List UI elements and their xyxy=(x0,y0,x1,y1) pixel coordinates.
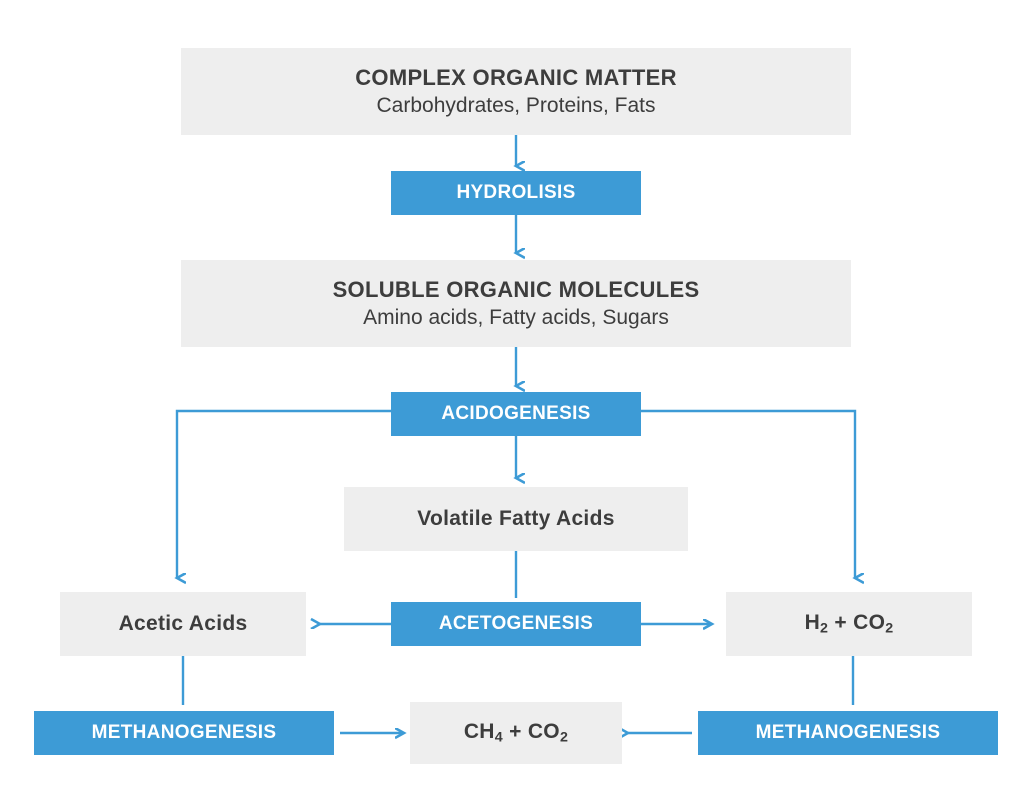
node-title: ACIDOGENESIS xyxy=(441,403,591,425)
node-subtitle: Carbohydrates, Proteins, Fats xyxy=(376,93,656,117)
node-volatile-fatty-acids xyxy=(344,487,688,551)
node-methanogenesis-left xyxy=(34,711,334,755)
node-methanogenesis-right xyxy=(698,711,998,755)
node-title-formula: $H_2 + CO_2$ xyxy=(804,610,894,637)
node-soluble-organic-molecules xyxy=(181,260,851,347)
node-title: COMPLEX ORGANIC MATTER xyxy=(355,65,677,91)
node-title: SOLUBLE ORGANIC MOLECULES xyxy=(332,277,700,303)
node-title: Acetic Acids xyxy=(118,611,248,635)
node-title: Volatile Fatty Acids xyxy=(417,506,615,530)
node-acetogenesis xyxy=(391,602,641,646)
node-title: ACETOGENESIS xyxy=(438,613,594,635)
node-hydrogen-carbon-dioxide xyxy=(726,592,972,656)
node-title: METHANOGENESIS xyxy=(91,722,277,744)
node-methane-carbon-dioxide xyxy=(410,702,622,764)
node-title: METHANOGENESIS xyxy=(755,722,941,744)
node-complex-organic-matter xyxy=(181,48,851,135)
node-acetic-acids xyxy=(60,592,306,656)
node-acidogenesis xyxy=(391,392,641,436)
node-hydrolisis xyxy=(391,171,641,215)
node-title: HYDROLISIS xyxy=(456,182,576,204)
node-subtitle: Amino acids, Fatty acids, Sugars xyxy=(363,305,669,329)
node-title-formula: $CH_4 + CO_2$ xyxy=(463,719,569,746)
